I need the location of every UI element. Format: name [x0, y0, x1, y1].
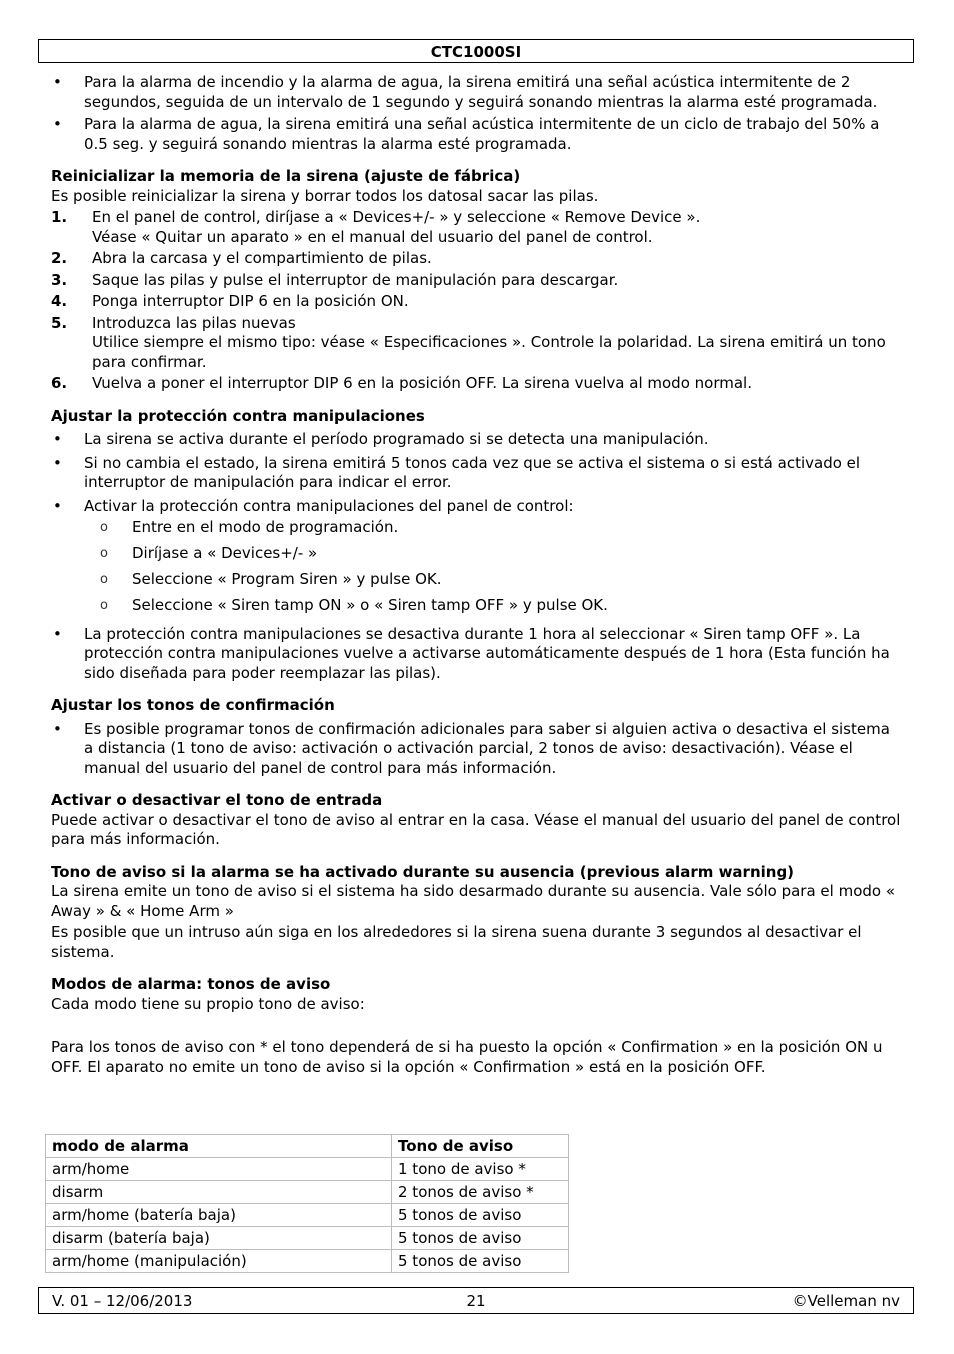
header-title: CTC1000SI [430, 43, 522, 61]
numbered-step [51, 208, 903, 247]
cell-warning-tone: 1 tono de aviso * [392, 1158, 569, 1181]
cell-warning-tone: 2 tonos de aviso * [392, 1181, 569, 1204]
table-body [46, 1158, 569, 1273]
cell-alarm-mode: disarm [46, 1181, 392, 1204]
step-number: 3. [51, 270, 68, 289]
list-item: • Para la alarma de agua, la sirena emitirá una señal acústica intermitente de un ciclo de trabajo del 50% a 0.5 seg. y seguirá sonando mientras la alarma esté programada. [51, 115, 903, 154]
section-heading-tamper: Ajustar la protección contra manipulaciones [51, 406, 425, 425]
modes-text-2: Para los tonos de aviso con * el tono dependerá de si ha puesto la opción « Confirmation » en la posición ON u OFF. El aparato no emite un tono de aviso si la opción « Confirmation » está en la posición OFF. [51, 1038, 883, 1076]
previous-text-1: La sirena emite un tono de aviso si el sistema ha sido desarmado durante su ausencia. Vale sólo para el modo « Away » & « Home Arm » [51, 882, 896, 920]
numbered-step [51, 271, 903, 291]
page-header [38, 39, 914, 63]
page-content [51, 73, 903, 1077]
cell-warning-tone: 5 tonos de aviso [392, 1204, 569, 1227]
list-item: • Es posible programar tonos de confirmación adicionales para saber si alguien activa o desactiva el sistema a distancia (1 tono de aviso: activación o activación parcial, 2 tonos de aviso: desactivación). Véase el manual del usuario del panel de control para más información. [51, 720, 903, 779]
step-text: Ponga interruptor DIP 6 en la posición ON. [92, 292, 409, 310]
section-heading-confirm: Ajustar los tonos de confirmación [51, 696, 335, 714]
cell-alarm-mode: arm/home (manipulación) [46, 1250, 392, 1273]
section-heading-reset: Reinicializar la memoria de la sirena (ajuste de fábrica) [51, 167, 521, 185]
numbered-step [51, 374, 903, 394]
footer-page-number: 21 [466, 1292, 486, 1310]
step-text: Saque las pilas y pulse el interruptor de manipulación para descargar. [92, 270, 619, 289]
section-heading-previous: Tono de aviso si la alarma se ha activado durante su ausencia (previous alarm warning) [51, 862, 795, 881]
cell-warning-tone: 5 tonos de aviso [392, 1227, 569, 1250]
table-header-row [46, 1135, 569, 1158]
page-footer [38, 1287, 914, 1314]
reset-intro: Es posible reinicializar la sirena y borrar todos los datosal sacar las pilas. [51, 186, 599, 205]
sub-list-item: o Seleccione « Siren tamp ON » o « Siren tamp OFF » y pulse OK. [51, 596, 903, 616]
numbered-step [51, 314, 903, 373]
footer-version: V. 01 – 12/06/2013 [52, 1292, 193, 1310]
entry-text: Puede activar o desactivar el tono de aviso al entrar en la casa. Véase el manual del usuario del panel de control para más información. [51, 810, 901, 848]
step-number: 6. [51, 374, 68, 392]
step-text: Vuelva a poner el interruptor DIP 6 en la posición OFF. La sirena vuelva al modo normal. [92, 374, 752, 392]
step-text: Abra la carcasa y el compartimiento de pilas. [92, 249, 432, 267]
step-number: 5. [51, 313, 68, 332]
step-text: Utilice siempre el mismo tipo: véase « Especificaciones ». Controle la polaridad. La sirena emitirá un tono para confirmar. [92, 333, 886, 371]
step-text: En el panel de control, diríjase a « Devices+/- » y seleccione « Remove Device ». [92, 208, 701, 226]
column-header: Tono de aviso [392, 1135, 569, 1158]
table-row [46, 1250, 569, 1273]
sub-list-item: o Entre en el modo de programación. [51, 518, 903, 538]
previous-text-2: Es posible que un intruso aún siga en los alrededores si la sirena suena durante 3 segundos al desactivar el sistema. [51, 923, 862, 961]
list-item: • Si no cambia el estado, la sirena emitirá 5 tonos cada vez que se activa el sistema o si está activado el interruptor de manipulación para indicar el error. [51, 454, 903, 493]
section-heading-modes: Modos de alarma: tonos de aviso [51, 975, 331, 993]
cell-alarm-mode: arm/home [46, 1158, 392, 1181]
modes-text-1: Cada modo tiene su propio tono de aviso: [51, 994, 365, 1013]
sub-list-item: o Diríjase a « Devices+/- » [51, 544, 903, 564]
cell-alarm-mode: arm/home (batería baja) [46, 1204, 392, 1227]
numbered-step [51, 292, 903, 312]
list-item: • La protección contra manipulaciones se desactiva durante 1 hora al seleccionar « Siren tamp OFF ». La protección contra manipulaciones vuelve a activarse automáticamente después de 1 hora (Esta función ha sido diseñada para poder reemplazar las pilas). [51, 625, 903, 684]
step-number: 2. [51, 249, 68, 267]
table-row [46, 1158, 569, 1181]
section-heading-entry: Activar o desactivar el tono de entrada [51, 791, 383, 809]
column-header: modo de alarma [46, 1135, 392, 1158]
step-text: Introduzca las pilas nuevas [92, 313, 296, 332]
alarm-modes-table [45, 1134, 569, 1273]
sub-list-item: o Seleccione « Program Siren » y pulse OK. [51, 570, 903, 590]
step-number: 1. [51, 208, 68, 226]
list-item: • La sirena se activa durante el período programado si se detecta una manipulación. [51, 430, 903, 450]
list-item: • Activar la protección contra manipulaciones del panel de control: [51, 497, 903, 517]
step-number: 4. [51, 292, 68, 310]
numbered-step [51, 249, 903, 269]
table-row [46, 1204, 569, 1227]
reset-steps [51, 208, 903, 394]
cell-alarm-mode: disarm (batería baja) [46, 1227, 392, 1250]
table-row [46, 1181, 569, 1204]
cell-warning-tone: 5 tonos de aviso [392, 1250, 569, 1273]
step-text: Véase « Quitar un aparato » en el manual del usuario del panel de control. [92, 227, 653, 246]
footer-copyright: ©Velleman nv [792, 1292, 900, 1310]
list-item: • Para la alarma de incendio y la alarma de agua, la sirena emitirá una señal acústica intermitente de 2 segundos, seguida de un intervalo de 1 segundo y seguirá sonando mientras la alarma esté programada. [51, 73, 903, 112]
table-row [46, 1227, 569, 1250]
